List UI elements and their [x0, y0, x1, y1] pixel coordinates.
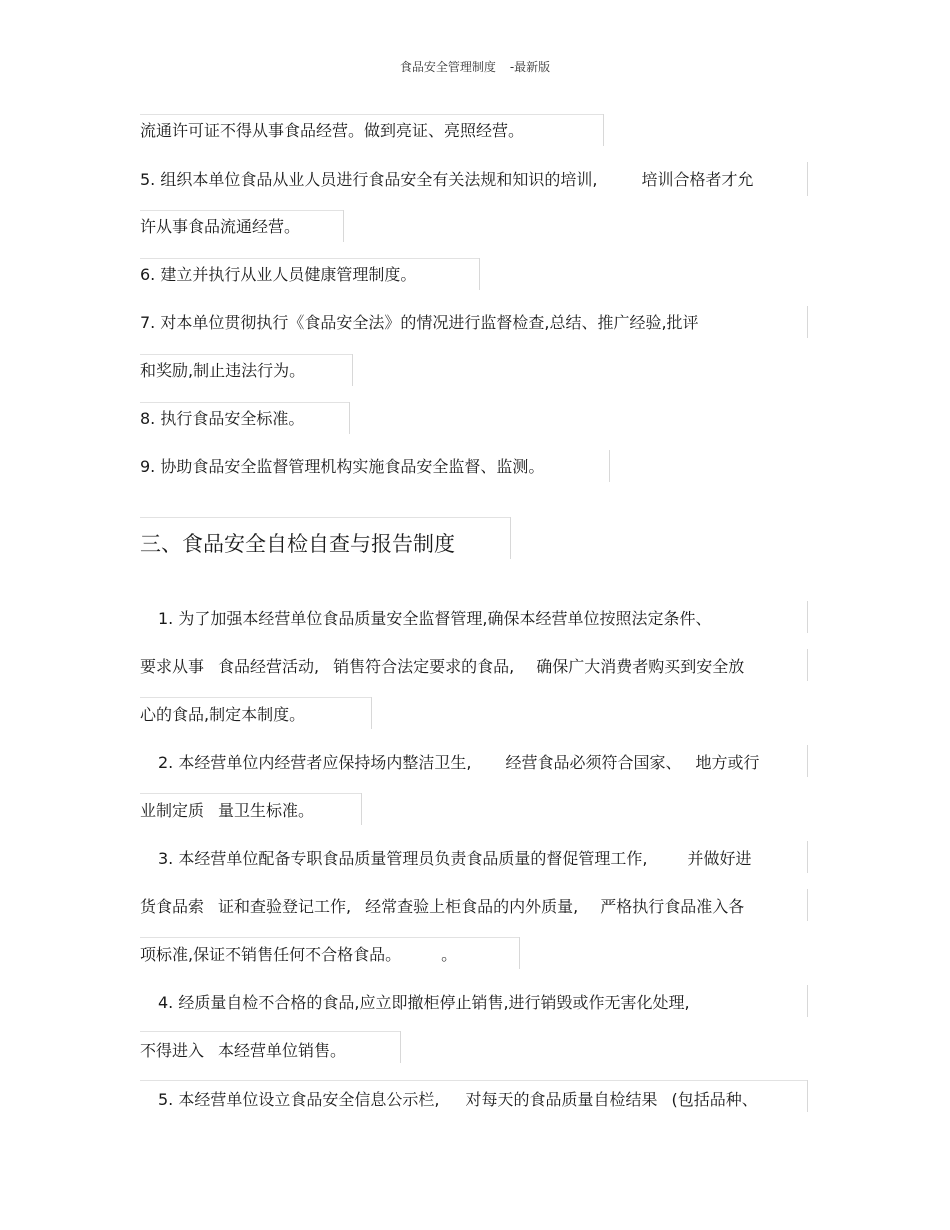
section-heading: 三、食品安全自检自查与报告制度 [140, 532, 455, 556]
text-segment: 5. 本经营单位设立食品安全信息公示栏, [158, 1090, 440, 1109]
text-segment: 不得进入 [140, 1041, 205, 1060]
box-line [609, 450, 610, 482]
box-line [140, 1080, 808, 1081]
text-segment: 。 [441, 945, 458, 964]
text-segment: 对每天的食品质量自检结果 [465, 1090, 658, 1109]
box-line [479, 258, 480, 290]
text-line: 心的食品,制定本制度。 [140, 705, 306, 724]
box-line [140, 210, 344, 211]
header-suffix: -最新版 [509, 60, 551, 74]
box-line [371, 697, 372, 729]
text-segment: 量卫生标准。 [218, 801, 315, 820]
box-line [400, 1031, 401, 1063]
text-segment: 确保广大消费者购买到安全放 [536, 657, 745, 676]
box-line [519, 937, 520, 969]
text-line: 流通许可证不得从事食品经营。做到亮证、亮照经营。 [140, 121, 525, 140]
text-segment: 并做好进 [687, 849, 752, 868]
text-line: 6. 建立并执行从业人员健康管理制度。 [140, 265, 417, 284]
box-line [343, 210, 344, 242]
text-line [140, 657, 744, 677]
box-line [807, 601, 808, 633]
text-segment: 本经营单位销售。 [218, 1041, 347, 1060]
box-line [140, 354, 353, 355]
text-line [158, 849, 751, 869]
box-line [510, 517, 511, 559]
box-line [349, 402, 350, 434]
box-line [140, 793, 362, 794]
text-segment: 2. 本经营单位内经营者应保持场内整洁卫生, [158, 753, 472, 772]
text-line [158, 1090, 758, 1110]
text-segment: 要求从事 [140, 657, 205, 676]
page-header [0, 58, 950, 75]
text-segment: 3. 本经营单位配备专职食品质量管理员负责食品质量的督促管理工作, [158, 849, 648, 868]
box-line [807, 745, 808, 777]
box-line [807, 162, 808, 196]
text-line: 8. 执行食品安全标准。 [140, 409, 305, 428]
box-line [140, 937, 520, 938]
text-segment: 项标准,保证不销售任何不合格食品。 [140, 945, 402, 964]
text-segment: 5. 组织本单位食品从业人员进行食品安全有关法规和知识的培训, [140, 170, 598, 189]
text-segment: (包括品种、 [671, 1090, 758, 1109]
text-segment: 严格执行食品准入各 [600, 897, 745, 916]
text-segment: 业制定质 [140, 801, 205, 820]
box-line [140, 402, 350, 403]
text-line: 4. 经质量自检不合格的食品,应立即撤柜停止销售,进行销毁或作无害化处理, [158, 993, 690, 1012]
box-line [352, 354, 353, 386]
box-line [807, 889, 808, 921]
box-line [361, 793, 362, 825]
header-title: 食品安全管理制度 [399, 60, 496, 74]
text-line [140, 170, 753, 190]
text-segment: 证和查验登记工作, [218, 897, 352, 916]
box-line [807, 649, 808, 681]
text-line: 和奖励,制止违法行为。 [140, 361, 306, 380]
text-segment: 培训合格者才允 [641, 170, 754, 189]
text-line: 1. 为了加强本经营单位食品质量安全监督管理,确保本经营单位按照法定条件、 [158, 609, 712, 628]
box-line [807, 841, 808, 873]
box-line [807, 985, 808, 1017]
box-line [807, 1080, 808, 1112]
text-line [140, 801, 314, 821]
text-line [140, 1041, 346, 1061]
box-line [603, 114, 604, 146]
text-line [140, 897, 744, 917]
text-line: 7. 对本单位贯彻执行《食品安全法》的情况进行监督检查,总结、推广经验,批评 [140, 313, 699, 332]
text-line: 9. 协助食品安全监督管理机构实施食品安全监督、监测。 [140, 457, 545, 476]
box-line [140, 697, 372, 698]
box-line [140, 114, 604, 115]
box-line [140, 258, 480, 259]
box-line [140, 1031, 400, 1032]
text-segment: 货食品索 [140, 897, 205, 916]
text-segment: 食品经营活动, [218, 657, 320, 676]
text-line: 许从事食品流通经营。 [140, 217, 301, 236]
text-segment: 经营食品必须符合国家、 [505, 753, 682, 772]
text-line [140, 945, 457, 965]
box-line [807, 306, 808, 338]
text-segment: 销售符合法定要求的食品, [333, 657, 515, 676]
text-segment: 地方或行 [695, 753, 760, 772]
box-line [140, 517, 510, 518]
text-segment: 经常查验上柜食品的内外质量, [365, 897, 579, 916]
text-line [158, 753, 759, 773]
